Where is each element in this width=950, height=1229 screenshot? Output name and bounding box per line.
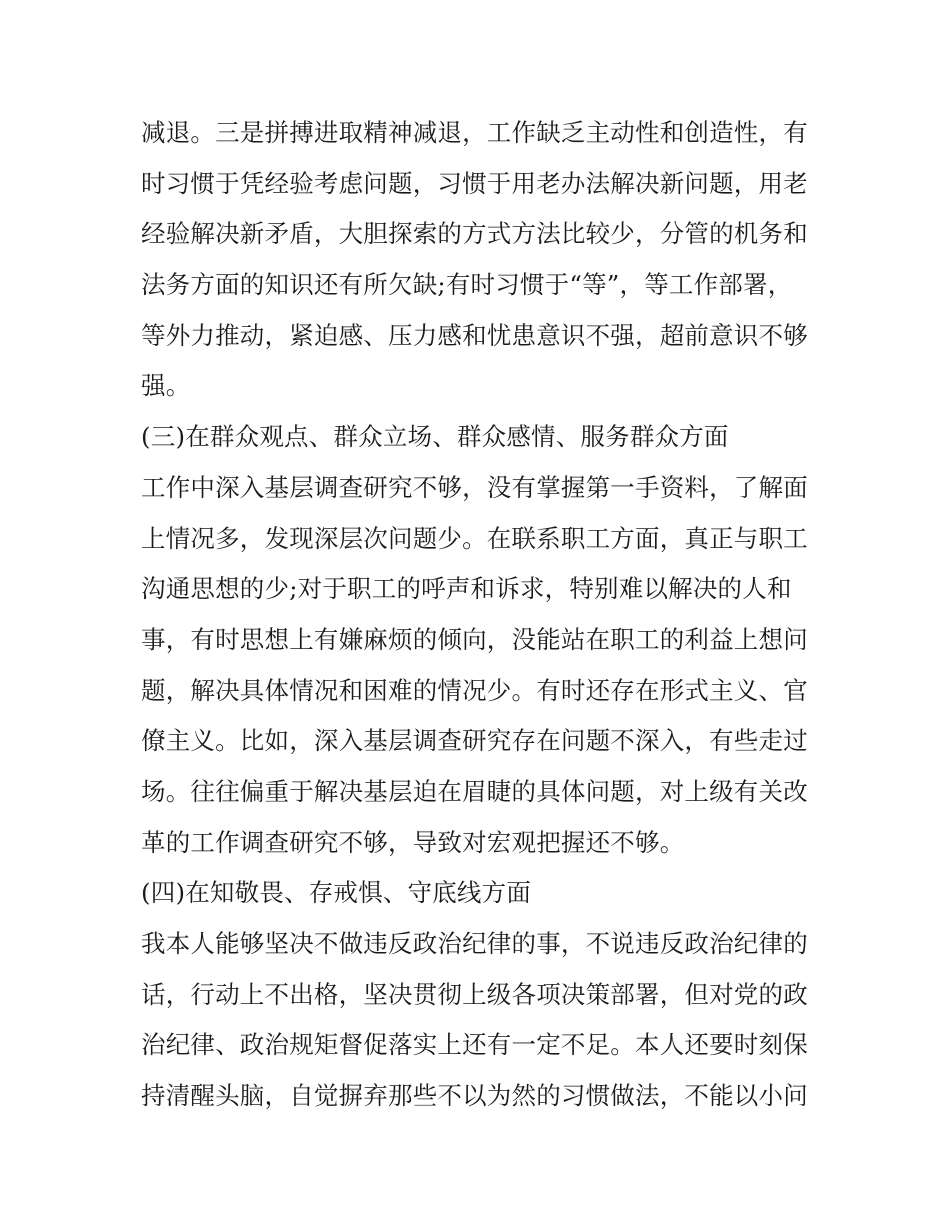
section-heading: (四)在知敬畏、存戒惧、守底线方面	[141, 878, 532, 908]
text-line: 上情况多，发现深层次问题少。在联系职工方面，真正与职工	[141, 523, 808, 553]
section-heading: (三)在群众观点、群众立场、群众感情、服务群众方面	[141, 422, 729, 452]
text-line: 僚主义。比如，深入基层调查研究存在问题不深入，有些走过	[141, 726, 808, 756]
text-line: 强。	[141, 371, 191, 401]
text-line: 工作中深入基层调查研究不够，没有掌握第一手资料，了解面	[141, 472, 808, 502]
text-line: 治纪律、政治规矩督促落实上还有一定不足。本人还要时刻保	[141, 1030, 808, 1060]
text-line: 等外力推动，紧迫感、压力感和忧患意识不强，超前意识不够	[141, 320, 808, 350]
text-line: 场。往往偏重于解决基层迫在眉睫的具体问题，对上级有关改	[141, 776, 808, 806]
text-line: 法务方面的知识还有所欠缺;有时习惯于“等”，等工作部署，	[141, 270, 793, 300]
text-line: 我本人能够坚决不做违反政治纪律的事，不说违反政治纪律的	[141, 929, 808, 958]
text-line: 减退。三是拼搏进取精神减退，工作缺乏主动性和创造性，有	[141, 118, 808, 147]
text-line: 事，有时思想上有嫌麻烦的倾向，没能站在职工的利益上想问	[141, 624, 808, 654]
text-line: 沟通思想的少;对于职工的呼声和诉求，特别难以解决的人和	[141, 574, 792, 604]
text-line: 持清醒头脑，自觉摒弃那些不以为然的习惯做法，不能以小问	[141, 1081, 808, 1111]
text-line: 时习惯于凭经验考虑问题，习惯于用老办法解决新问题，用老	[141, 168, 808, 198]
document-body	[141, 108, 821, 1122]
text-line: 题，解决具体情况和困难的情况少。有时还存在形式主义、官	[141, 675, 808, 705]
text-line: 经验解决新矛盾，大胆探索的方式方法比较少，分管的机务和	[141, 219, 808, 249]
text-line: 革的工作调查研究不够，导致对宏观把握还不够。	[141, 827, 685, 857]
text-line: 话，行动上不出格，坚决贯彻上级各项决策部署，但对党的政	[141, 979, 808, 1009]
